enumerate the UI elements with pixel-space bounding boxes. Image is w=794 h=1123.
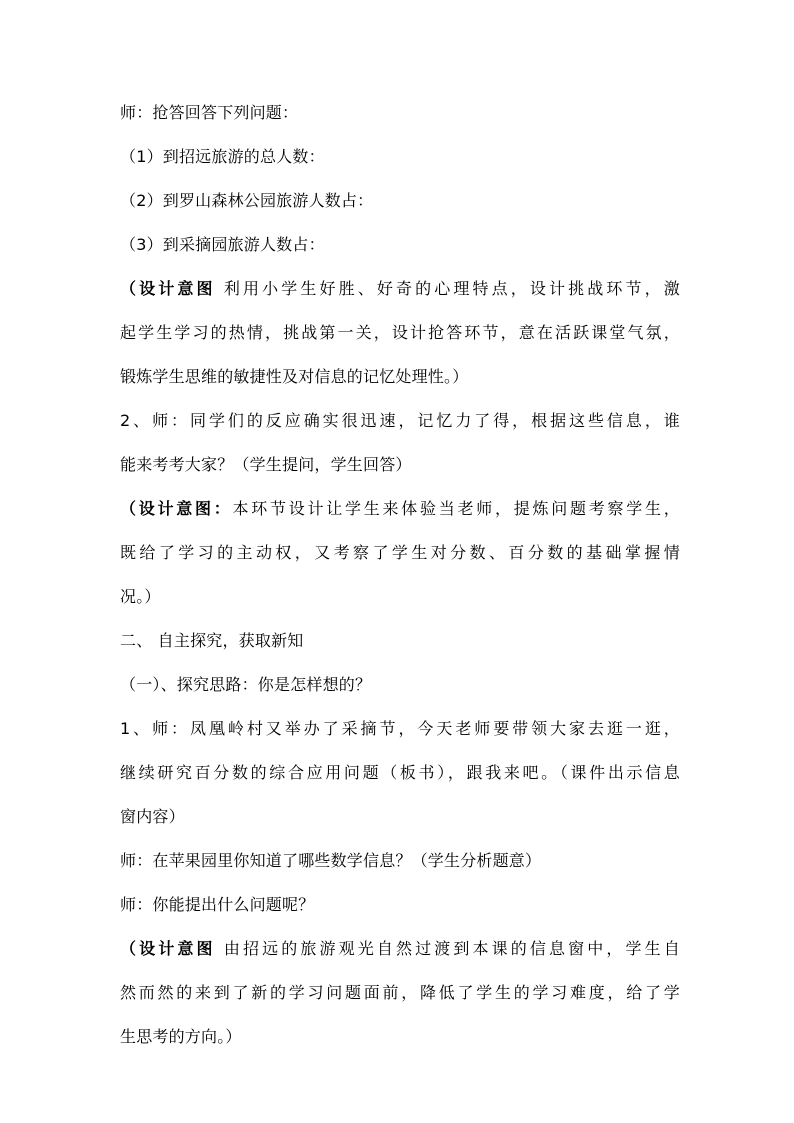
document-body [120, 103, 680, 1071]
text-line [120, 851, 680, 871]
text-line [120, 675, 680, 695]
line-text: 师：抢答回答下列问题： [120, 103, 299, 122]
text-line [120, 279, 680, 299]
line-text: 利用小学生好胜、好奇的心理特点，设计挑战环节，激 [215, 279, 680, 298]
text-line [120, 587, 680, 607]
design-intent-label: （设计意图 [120, 279, 216, 298]
line-text: 继续研究百分数的综合应用问题（板书），跟我来吧。（课件出示信息 [120, 763, 680, 782]
text-line [120, 543, 680, 563]
text-line [120, 455, 680, 475]
text-line [120, 323, 680, 343]
text-line [120, 763, 680, 783]
line-text: （一）、探究思路：你是怎样想的？ [120, 675, 372, 694]
text-line [120, 235, 680, 255]
text-line [120, 411, 680, 431]
line-text: 二、 自主探究，获取新知 [120, 631, 304, 650]
line-text: （1）到招远旅游的总人数： [120, 147, 325, 166]
line-text: 能来考考大家？（学生提问，学生回答） [120, 455, 412, 474]
text-line [120, 191, 680, 211]
line-text: 然而然的来到了新的学习问题面前，降低了学生的学习难度，给了学 [120, 983, 680, 1002]
line-text: 2、师：同学们的反应确实很迅速，记忆力了得，根据这些信息，谁 [120, 411, 680, 430]
text-line [120, 147, 680, 167]
line-text: 师：在苹果园里你知道了哪些数学信息？（学生分析题意） [120, 851, 542, 870]
design-intent-label: （设计意图： [120, 499, 233, 518]
text-line [120, 719, 680, 739]
text-line [120, 939, 680, 959]
text-line [120, 807, 680, 827]
design-intent-label: （设计意图 [120, 939, 216, 958]
line-text: 由招远的旅游观光自然过渡到本课的信息窗中，学生自 [215, 939, 680, 958]
line-text: 况。） [120, 587, 161, 606]
section-heading [120, 631, 680, 651]
line-text: （2）到罗山森林公园旅游人数占： [120, 191, 374, 210]
text-line [120, 983, 680, 1003]
text-line [120, 1027, 680, 1047]
line-text: 本环节设计让学生来体验当老师，提炼问题考察学生， [232, 499, 680, 518]
line-text: 生思考的方向。） [120, 1027, 242, 1046]
text-line [120, 367, 680, 387]
line-text: 师：你能提出什么问题呢？ [120, 895, 315, 914]
line-text: 窗内容） [120, 807, 185, 826]
line-text: 起学生学习的热情，挑战第一关，设计抢答环节，意在活跃课堂气氛， [120, 323, 680, 342]
line-text: （3）到采摘园旅游人数占： [120, 235, 325, 254]
line-text: 锻炼学生思维的敏捷性及对信息的记忆处理性。） [120, 367, 469, 386]
line-text: 1、师：凤凰岭村又举办了采摘节，今天老师要带领大家去逛一逛， [120, 719, 680, 738]
text-line [120, 895, 680, 915]
text-line [120, 103, 680, 123]
line-text: 既给了学习的主动权，又考察了学生对分数、百分数的基础掌握情 [120, 543, 680, 562]
text-line [120, 499, 680, 519]
